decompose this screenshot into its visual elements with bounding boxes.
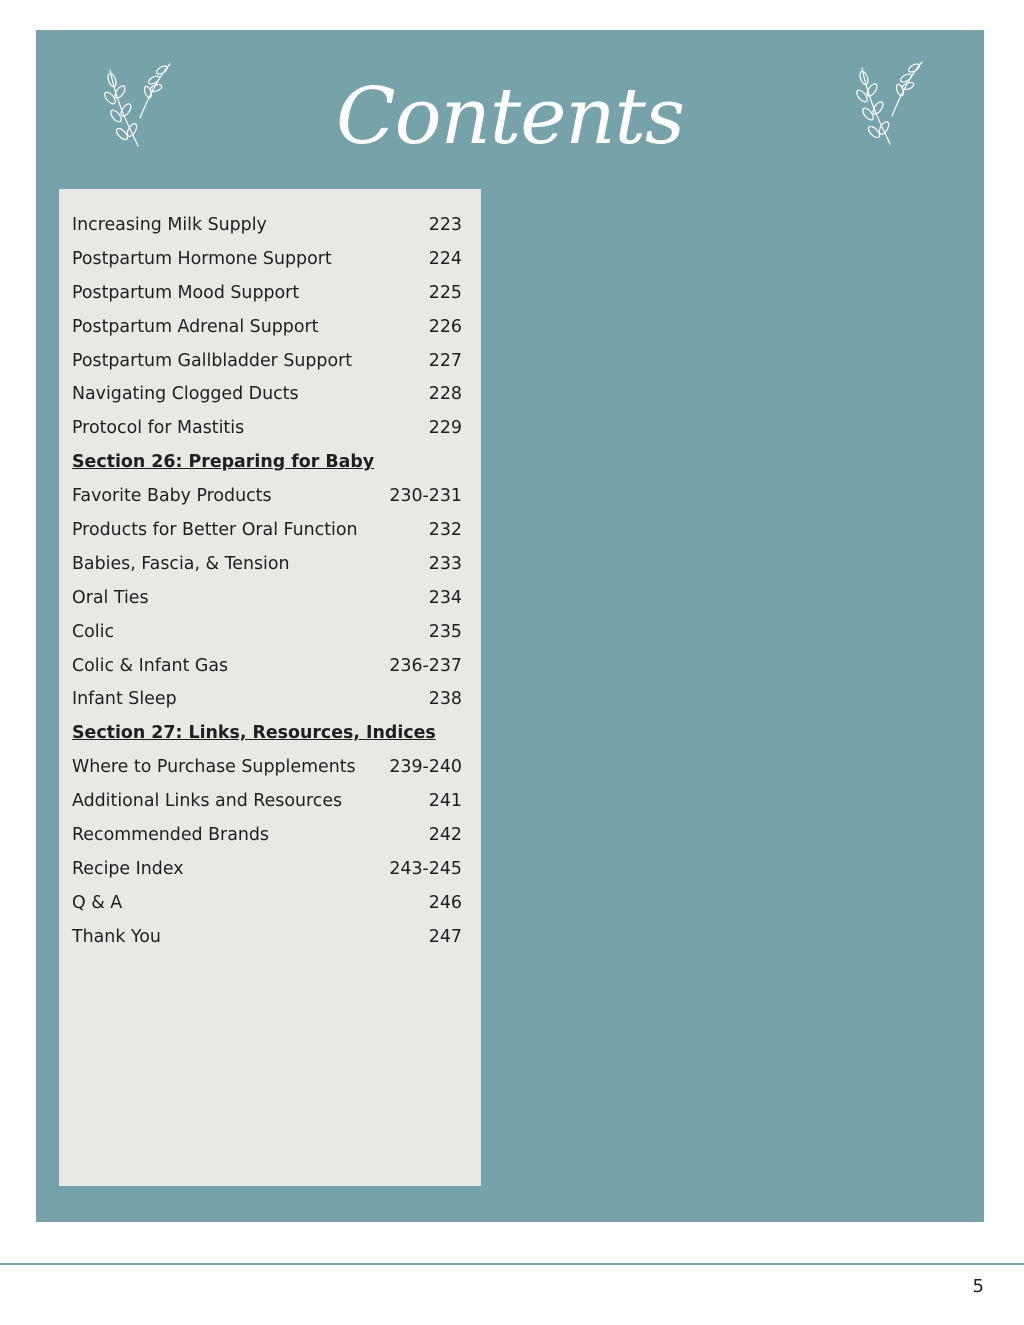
toc-entry-label: Postpartum Gallbladder Support <box>72 350 353 371</box>
toc-entry-page: 238 <box>428 689 462 710</box>
toc-entry[interactable] <box>72 547 462 581</box>
page-title: Contents <box>336 72 684 162</box>
toc-entry-label: Products for Better Oral Function <box>72 519 358 540</box>
toc-entry-label: Favorite Baby Products <box>72 486 272 507</box>
toc-section-heading[interactable] <box>72 445 462 479</box>
toc-entry[interactable] <box>72 344 462 378</box>
toc-entry[interactable] <box>72 513 462 547</box>
toc-entry[interactable] <box>72 276 462 310</box>
toc-entry[interactable] <box>72 818 462 852</box>
toc-entry-label: Colic <box>72 621 115 642</box>
toc-entry[interactable] <box>72 615 462 649</box>
toc-entry[interactable] <box>72 649 462 683</box>
toc-entry-page: 225 <box>428 282 462 303</box>
toc-entry-label: Where to Purchase Supplements <box>72 757 356 778</box>
toc-entry-page: 247 <box>428 926 462 947</box>
toc-entry[interactable] <box>72 242 462 276</box>
leaf-sprig-icon <box>96 58 176 153</box>
toc-entry-page: 228 <box>428 384 462 405</box>
footer-divider <box>0 1263 1024 1265</box>
toc-list <box>72 208 462 954</box>
toc-entry-page: 227 <box>428 350 462 371</box>
toc-entry[interactable] <box>72 886 462 920</box>
toc-entry-label: Postpartum Mood Support <box>72 282 300 303</box>
toc-entry-label: Additional Links and Resources <box>72 791 343 812</box>
toc-entry-label: Oral Ties <box>72 587 149 608</box>
toc-entry-page: 224 <box>428 248 462 269</box>
toc-entry[interactable] <box>72 479 462 513</box>
toc-entry-page: 232 <box>428 519 462 540</box>
toc-entry-label: Section 27: Links, Resources, Indices <box>72 723 436 744</box>
toc-section-heading[interactable] <box>72 716 462 750</box>
toc-entry-label: Q & A <box>72 892 123 913</box>
toc-entry-page: 239-240 <box>389 757 462 778</box>
toc-entry-label: Postpartum Adrenal Support <box>72 316 319 337</box>
toc-entry-page: 236-237 <box>389 655 462 676</box>
toc-entry-label: Babies, Fascia, & Tension <box>72 553 290 574</box>
toc-entry[interactable] <box>72 852 462 886</box>
toc-entry-label: Navigating Clogged Ducts <box>72 384 299 405</box>
toc-entry-page: 230-231 <box>389 486 462 507</box>
toc-entry[interactable] <box>72 411 462 445</box>
toc-entry[interactable] <box>72 377 462 411</box>
toc-entry-page: 233 <box>428 553 462 574</box>
toc-entry-page: 223 <box>428 214 462 235</box>
toc-entry-label: Section 26: Preparing for Baby <box>72 452 375 473</box>
toc-entry-label: Increasing Milk Supply <box>72 214 267 235</box>
toc-entry[interactable] <box>72 682 462 716</box>
toc-entry-label: Recipe Index <box>72 858 184 879</box>
toc-entry-page: 235 <box>428 621 462 642</box>
toc-entry-label: Colic & Infant Gas <box>72 655 229 676</box>
toc-entry[interactable] <box>72 208 462 242</box>
toc-entry-page: 229 <box>428 418 462 439</box>
toc-entry-page: 242 <box>428 824 462 845</box>
toc-entry-page: 243-245 <box>389 858 462 879</box>
page-number: 5 <box>972 1276 984 1297</box>
toc-entry-page: 226 <box>428 316 462 337</box>
toc-entry-label: Postpartum Hormone Support <box>72 248 332 269</box>
toc-entry-label: Protocol for Mastitis <box>72 418 245 439</box>
toc-card <box>59 189 481 1186</box>
toc-entry-label: Infant Sleep <box>72 689 177 710</box>
toc-entry[interactable] <box>72 310 462 344</box>
leaf-sprig-icon <box>848 56 928 151</box>
toc-entry-page: 241 <box>428 791 462 812</box>
toc-entry-page: 246 <box>428 892 462 913</box>
toc-entry[interactable] <box>72 920 462 954</box>
toc-entry[interactable] <box>72 581 462 615</box>
toc-entry-page: 234 <box>428 587 462 608</box>
toc-entry-label: Recommended Brands <box>72 824 269 845</box>
toc-entry[interactable] <box>72 784 462 818</box>
toc-entry-label: Thank You <box>72 926 161 947</box>
toc-entry[interactable] <box>72 750 462 784</box>
